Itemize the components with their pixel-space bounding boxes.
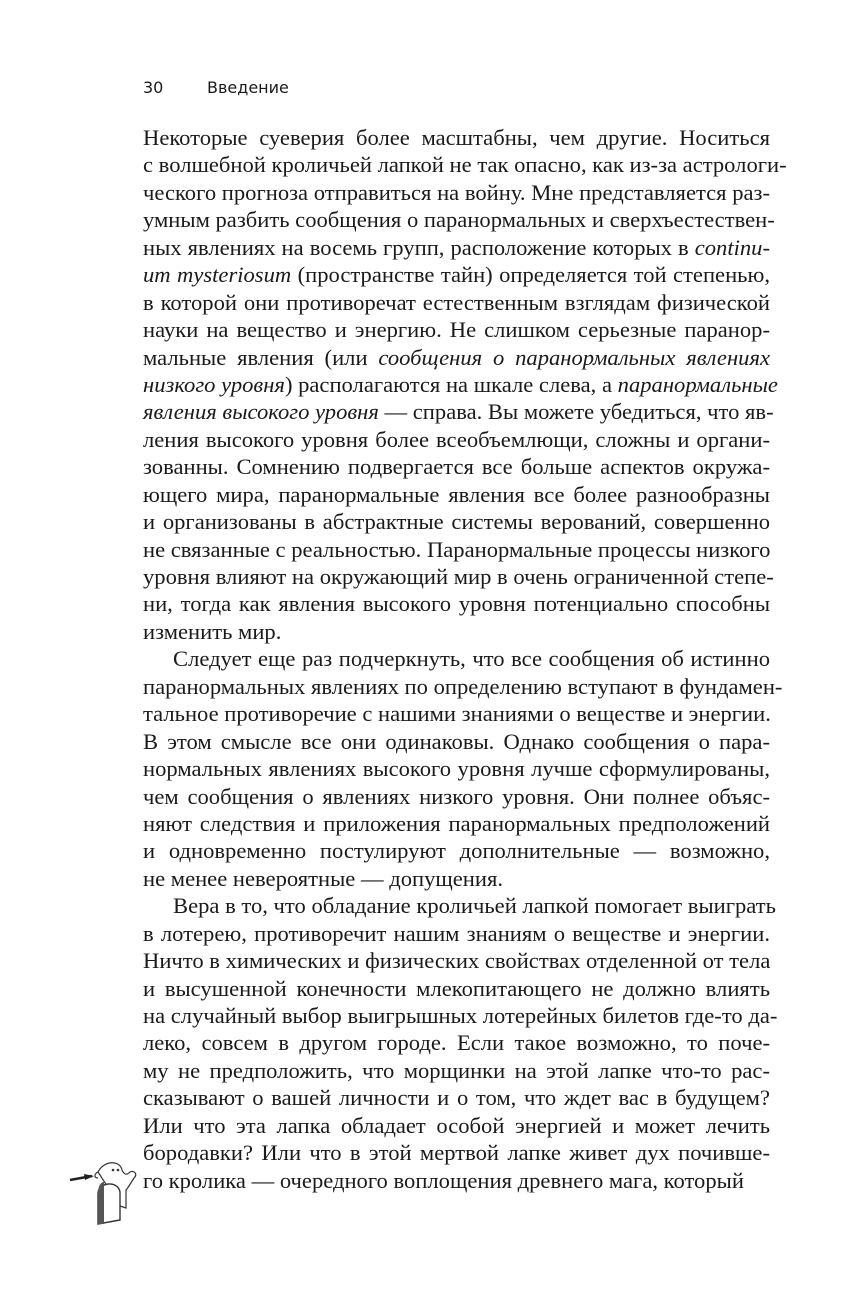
paragraph <box>143 124 787 645</box>
text-run: изменить мир. <box>143 618 282 644</box>
text-line <box>143 426 770 453</box>
text-run: леко, совсем в другом городе. Если такое возможно, то поче- <box>143 1030 770 1056</box>
text-line <box>143 151 787 178</box>
text-line <box>143 179 770 206</box>
text-line <box>143 371 778 398</box>
text-line <box>143 865 770 892</box>
text-line <box>143 1112 770 1139</box>
text-run: — справа. Вы можете убедиться, что яв- <box>378 399 774 425</box>
text-run: и организованы в абстрактные системы верований, совершенно <box>143 509 770 535</box>
text-run: науки на вещество и энергию. Не слишком серьезные паранор- <box>143 317 770 343</box>
text-run: ческого прогноза отправиться на войну. Мне представляется раз- <box>143 179 770 205</box>
text-run: в лотерею, противоречит нашим знаниям о веществе и энергии. <box>143 920 770 946</box>
text-line <box>143 206 775 233</box>
text-line <box>143 1139 770 1166</box>
text-run: Или что эта лапка обладает особой энергией и может лечить <box>143 1112 770 1138</box>
text-run: паранормальных явлениях по определению вступают в фундамен- <box>143 673 783 699</box>
paragraph <box>143 892 778 1194</box>
text-line <box>143 975 770 1002</box>
text-line <box>143 1002 778 1029</box>
text-line <box>143 947 770 974</box>
text-line <box>143 536 770 563</box>
page-number: 30 <box>143 78 164 97</box>
body-text <box>143 124 787 1194</box>
text-line <box>143 618 770 645</box>
text-line <box>143 700 770 727</box>
text-run: Некоторые суеверия более масштабны, чем другие. Носиться <box>143 125 770 150</box>
text-line <box>143 398 774 425</box>
paragraph <box>143 645 783 892</box>
running-title: Введение <box>207 78 289 97</box>
text-run: и высушенной конечности млекопитающего не должно влиять <box>143 975 770 1001</box>
text-run: Следует еще раз подчеркнуть, что все сообщения об истинно <box>173 646 770 672</box>
text-run: чем сообщения о явлениях низкого уровня. Они полнее объяс- <box>143 783 770 809</box>
text-line <box>143 508 770 535</box>
text-run: ни, тогда как явления высокого уровня потенциально способны <box>143 591 770 617</box>
text-run: умным разбить сообщения о паранормальных и сверхъестествен- <box>143 207 775 233</box>
italic-text: um mysteriosum <box>143 262 292 288</box>
text-line <box>143 563 774 590</box>
text-run: му не предположить, что морщинки на этой лапке что-то рас- <box>143 1057 770 1083</box>
text-run: ления высокого уровня более всеобъемлющи, сложны и органи- <box>143 426 770 452</box>
text-run: ) располагаются на шкале слева, а <box>284 371 618 397</box>
text-run: бородавки? Или что в этой мертвой лапке живет дух почивше- <box>143 1140 770 1166</box>
text-run: го кролика — очередного воплощения древнего мага, который <box>143 1167 744 1193</box>
text-run: няют следствия и приложения паранормальных предположений <box>143 810 770 836</box>
text-run: и одновременно постулируют дополнительные — возможно, <box>143 838 770 864</box>
text-run: на случайный выбор выигрышных лотерейных билетов где-то да- <box>143 1003 778 1028</box>
text-line <box>143 124 770 151</box>
text-line <box>143 783 770 810</box>
text-run: (пространстве тайн) определяется той степенью, <box>291 262 770 288</box>
text-line <box>143 481 770 508</box>
text-run: сказывают о вашей личности и о том, что ждет вас в будущем? <box>143 1085 770 1111</box>
text-line <box>143 590 770 617</box>
text-run: Вера в то, что обладание кроличьей лапкой помогает выиграть <box>173 893 776 919</box>
text-line <box>143 810 770 837</box>
text-run: уровня влияют на окружающий мир в очень ограниченной степе- <box>143 564 774 589</box>
text-line <box>143 892 776 919</box>
text-run: ных явлениях на восемь групп, расположение которых в <box>143 234 695 260</box>
text-run: не связанные с реальностью. Паранормальные процессы низкого <box>143 536 771 562</box>
italic-text: continu- <box>694 234 770 260</box>
text-run: нормальных явлениях высокого уровня лучше сформулированы, <box>143 756 770 782</box>
text-run: мальные явления (или <box>143 344 379 370</box>
text-line <box>143 1029 770 1056</box>
italic-text: сообщения о паранормальных явлениях <box>378 344 770 370</box>
text-line <box>143 289 770 316</box>
text-run: тальное противоречие с нашими знаниями о веществе и энергии. <box>143 701 771 727</box>
text-line <box>143 645 770 672</box>
italic-text: паранормальные <box>617 371 778 397</box>
italic-text: явления высокого уровня <box>143 399 379 425</box>
text-line <box>143 453 770 480</box>
text-run: не менее невероятные — допущения. <box>143 865 504 891</box>
text-line <box>143 1167 770 1194</box>
text-line <box>143 1084 770 1111</box>
ghost-tombstone-icon <box>68 1158 138 1228</box>
text-line <box>143 316 770 343</box>
text-line <box>143 755 770 782</box>
text-line <box>143 1057 770 1084</box>
italic-text: низкого уровня <box>143 371 285 397</box>
text-line <box>143 837 770 864</box>
text-line <box>143 728 770 755</box>
text-run: В этом смысле все они одинаковы. Однако сообщения о пара- <box>143 728 770 754</box>
text-line <box>143 234 770 261</box>
text-run: зованны. Сомнению подвергается все больше аспектов окружа- <box>143 454 770 480</box>
text-line <box>143 673 783 700</box>
text-line <box>143 261 770 288</box>
text-run: в которой они противоречат естественным взглядам физической <box>143 289 770 315</box>
text-run: ющего мира, паранормальные явления все более разнообразны <box>143 481 770 507</box>
text-line <box>143 920 770 947</box>
text-line <box>143 344 770 371</box>
text-run: с волшебной кроличьей лапкой не так опасно, как из-за астрологи- <box>143 152 787 178</box>
text-run: Ничто в химических и физических свойствах отделенной от тела <box>143 948 771 974</box>
